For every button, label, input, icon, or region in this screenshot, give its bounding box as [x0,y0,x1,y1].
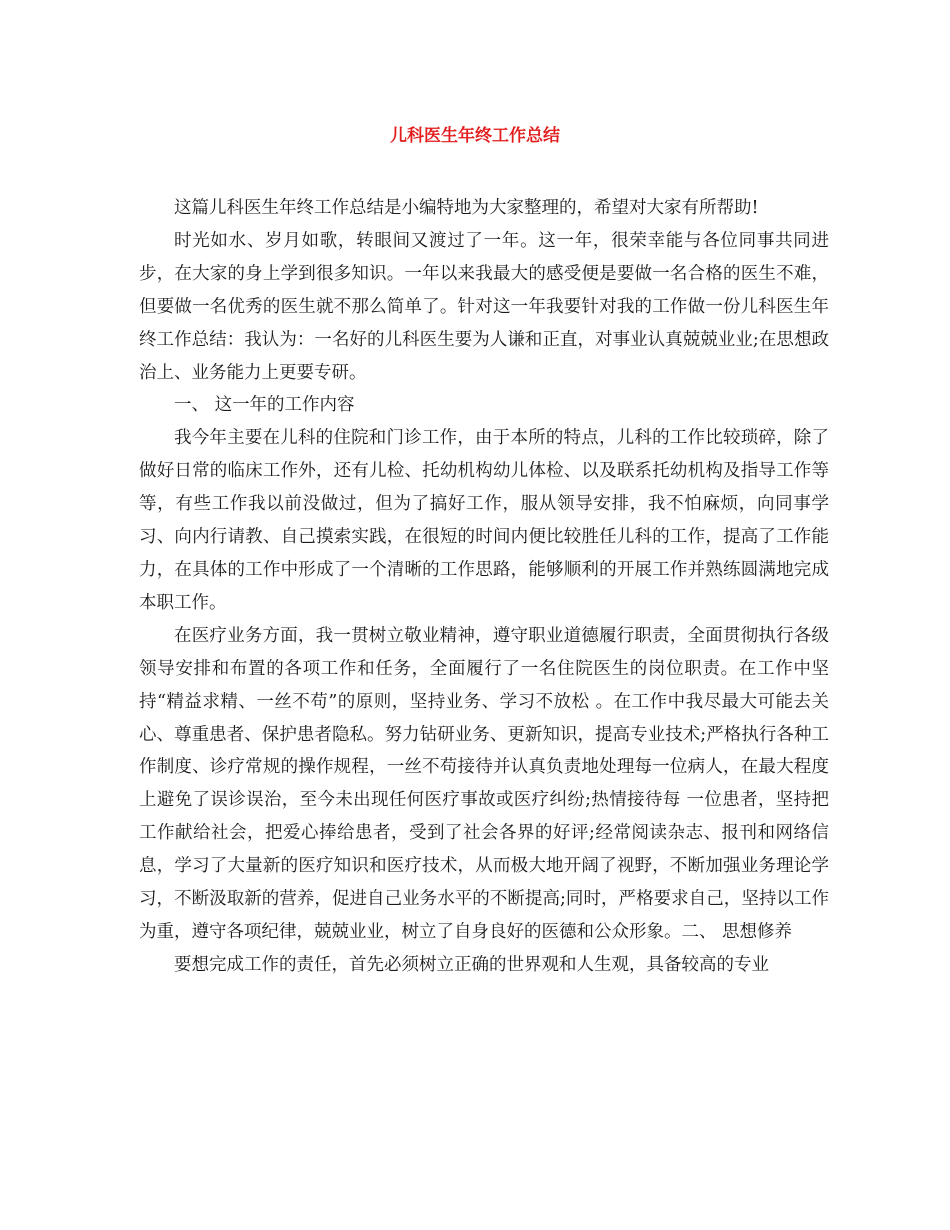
paragraph-medical-service: 在医疗业务方面，我一贯树立敬业精神，遵守职业道德履行职责，全面贯彻执行各级领导安排和布置的各项工作和任务，全面履行了一名住院医生的岗位职责。在工作中坚持“精益求精、一丝不苟”的原则，坚持业务、学习不放松 。在工作中我尽最大可能去关心、尊重患者、保护患者隐私。努力钻研业务、更新知识，提高专业技术;严格执行各种工作制度、诊疗常规的操作规程，一丝不苟接待并认真负责地处理每一位病人，在最大程度上避免了误诊误治，至今未出现任何医疗事故或医疗纠纷;热情接待每 一位患者，坚持把工作献给社会，把爱心捧给患者，受到了社会各界的好评;经常阅读杂志、报刊和网络信息，学习了大量新的医疗知识和医疗技术，从而极大地开阔了视野，不断加强业务理论学习，不断汲取新的营养，促进自己业务水平的不断提高;同时，严格要求自己，坚持以工作为重，遵守各项纪律，兢兢业业，树立了自身良好的医德和公众形象。二、 思想修养 [139,625,829,942]
paragraph-work-content: 我今年主要在儿科的住院和门诊工作，由于本所的特点，儿科的工作比较琐碎，除了做好日常的临床工作外，还有儿检、托幼机构幼儿体检、以及联系托幼机构及指导工作等等，有些工作我以前没做过，但为了搞好工作，服从领导安排，我不怕麻烦，向同事学习、向内行请教、自己摸索实践，在很短的时间内便比较胜任儿科的工作，提高了工作能力，在具体的工作中形成了一个清晰的工作思路，能够顺利的开展工作并熟练圆满地完成本职工作。 [139,428,829,613]
section-heading-work-content: 一、 这一年的工作内容 [174,395,355,416]
document-body [139,192,829,982]
paragraph-opening: 时光如水、岁月如歌，转眼间又渡过了一年。这一年，很荣幸能与各位同事共同进步，在大家的身上学到很多知识。一年以来我最大的感受便是要做一名合格的医生不难，但要做一名优秀的医生就不那么简单了。针对这一年我要针对我的工作做一份儿科医生年终工作总结：我认为：一名好的儿科医生要为人谦和正直，对事业认真兢兢业业;在思想政治上、业务能力上更要专研。 [139,230,829,383]
paragraph-ideology: 要想完成工作的责任，首先必须树立正确的世界观和人生观，具备较高的专业 [174,954,769,975]
document-title: 儿科医生年终工作总结 [390,126,560,146]
paragraph-intro: 这篇儿科医生年终工作总结是小编特地为大家整理的，希望对大家有所帮助! [174,198,759,218]
